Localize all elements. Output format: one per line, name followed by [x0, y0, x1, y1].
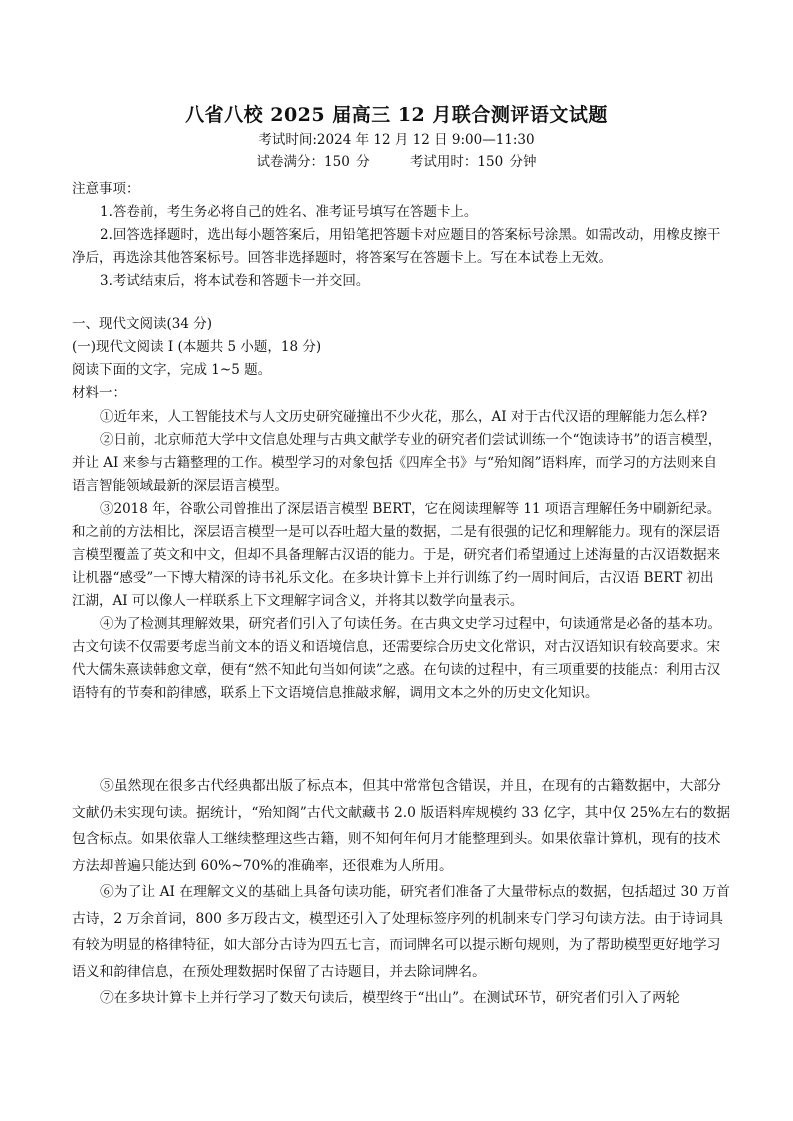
section-heading: 一、现代文阅读(34 分) — [72, 316, 213, 332]
exam-duration: 考试用时：150 分钟 — [409, 154, 537, 170]
section-instruction: 阅读下面的文字，完成 1~5 题。 — [72, 362, 272, 378]
full-score: 试卷满分：150 分 — [256, 154, 370, 170]
note-item-3: 3.考试结束后，将本试卷和答题卡一并交回。 — [100, 273, 370, 289]
notes-block — [72, 178, 722, 293]
exam-score-line — [0, 150, 793, 170]
paragraph-3: ③2018 年，谷歌公司曾推出了深层语言模型 BERT，它在阅读理解等 11 项语言理解任务中刷新纪录。和之前的方法相比，深层语言模型一是可以吞吐超大量的数据，二是有很强的记忆和理解能力。现有的深层语言模型覆盖了英文和中文，但却不具备理解古汉语的能力。于是，研究者们希望通过上述海量的古汉语数据来让机器“感受”一下博大精深的诗书礼乐文化。在多块计算卡上并行训练了约一周时间后，古汉语 BERT 初出江湖，AI 可以像人一样联系上下文理解字词含义，并将其以数学向量表示。 — [72, 501, 721, 609]
exam-time: 考试时间:2024 年 12 月 12 日 9:00—11:30 — [258, 132, 535, 148]
paragraph-6: ⑥为了让 AI 在理解文义的基础上具备句读功能，研究者们准备了大量带标点的数据，包括超过 30 万首古诗，2 万余首词，800 多万段古文，模型还引入了处理标签序列的机制来专门学习句读方法。由于诗词具有较为明显的格律特征，如大部分古诗为四五七言，而词牌名可以提示断句规则，为了帮助模型更好地学习语义和韵律信息，在预处理数据时保留了古诗题目，并去除词牌名。 — [72, 884, 730, 980]
exam-title: 八省八校 2025 届高三 12 月联合测评语文试题 — [185, 104, 608, 126]
material-label: 材料一： — [72, 385, 126, 401]
section-block — [72, 313, 722, 405]
material-paragraphs-a — [72, 406, 722, 705]
material-paragraphs-b — [72, 773, 732, 1012]
note-item-1: 1.答卷前，考生务必将自己的姓名、准考证号填写在答题卡上。 — [100, 204, 478, 220]
paragraph-4: ④为了检测其理解效果，研究者们引入了句读任务。在古典文史学习过程中，句读通常是必备的基本功。古文句读不仅需要考虑当前文本的语义和语境信息，还需要综合历史文化常识，对古汉语知识有较高要求。宋代大儒朱熹读韩愈文章，便有“然不知此句当如何读”之惑。在句读的过程中，有三项重要的技能点：利用古汉语特有的节奏和韵律感，联系上下文语境信息推敲求解，调用文本之外的历史文化知识。 — [72, 616, 721, 701]
paragraph-5: ⑤虽然现在很多古代经典都出版了标点本，但其中常常包含错误，并且，在现有的古籍数据中，大部分文献仍未实现句读。据统计，“殆知阁”古代文献藏书 2.0 版语料库规模约 33 亿字，其中仅 25%左右的数据包含标点。如果依靠人工继续整理这些古籍，则不知何年何月才能整理到头。如果依靠计算机，现有的技术方法却普遍只能达到 60%~70%的准确率，还很难为人所用。 — [72, 778, 731, 874]
paragraph-1: ①近年来，人工智能技术与人文历史研究碰撞出不少火花，那么，AI 对于古代汉语的理解能力怎么样? — [100, 409, 708, 425]
section-subheading: (一)现代文阅读 I (本题共 5 小题，18 分) — [72, 339, 322, 355]
notes-heading: 注意事项： — [72, 181, 140, 197]
note-item-2: 2.回答选择题时，选出每小题答案后，用铅笔把答题卡对应题目的答案标号涂黑。如需改动，用橡皮擦干净后，再选涂其他答案标号。回答非选择题时，将答案写在答题卡上。写在本试卷上无效。 — [72, 227, 721, 266]
paragraph-7: ⑦在多块计算卡上并行学习了数天句读后，模型终于“出山”。在测试环节，研究者们引入了两轮 — [100, 990, 680, 1006]
paragraph-2: ②日前，北京师范大学中文信息处理与古典文献学专业的研究者们尝试训练一个“饱读诗书”的语言模型，并让 AI 来参与古籍整理的工作。模型学习的对象包括《四库全书》与“殆知阁”语料库，而学习的方法则来自语言智能领域最新的深层语言模型。 — [72, 432, 722, 494]
